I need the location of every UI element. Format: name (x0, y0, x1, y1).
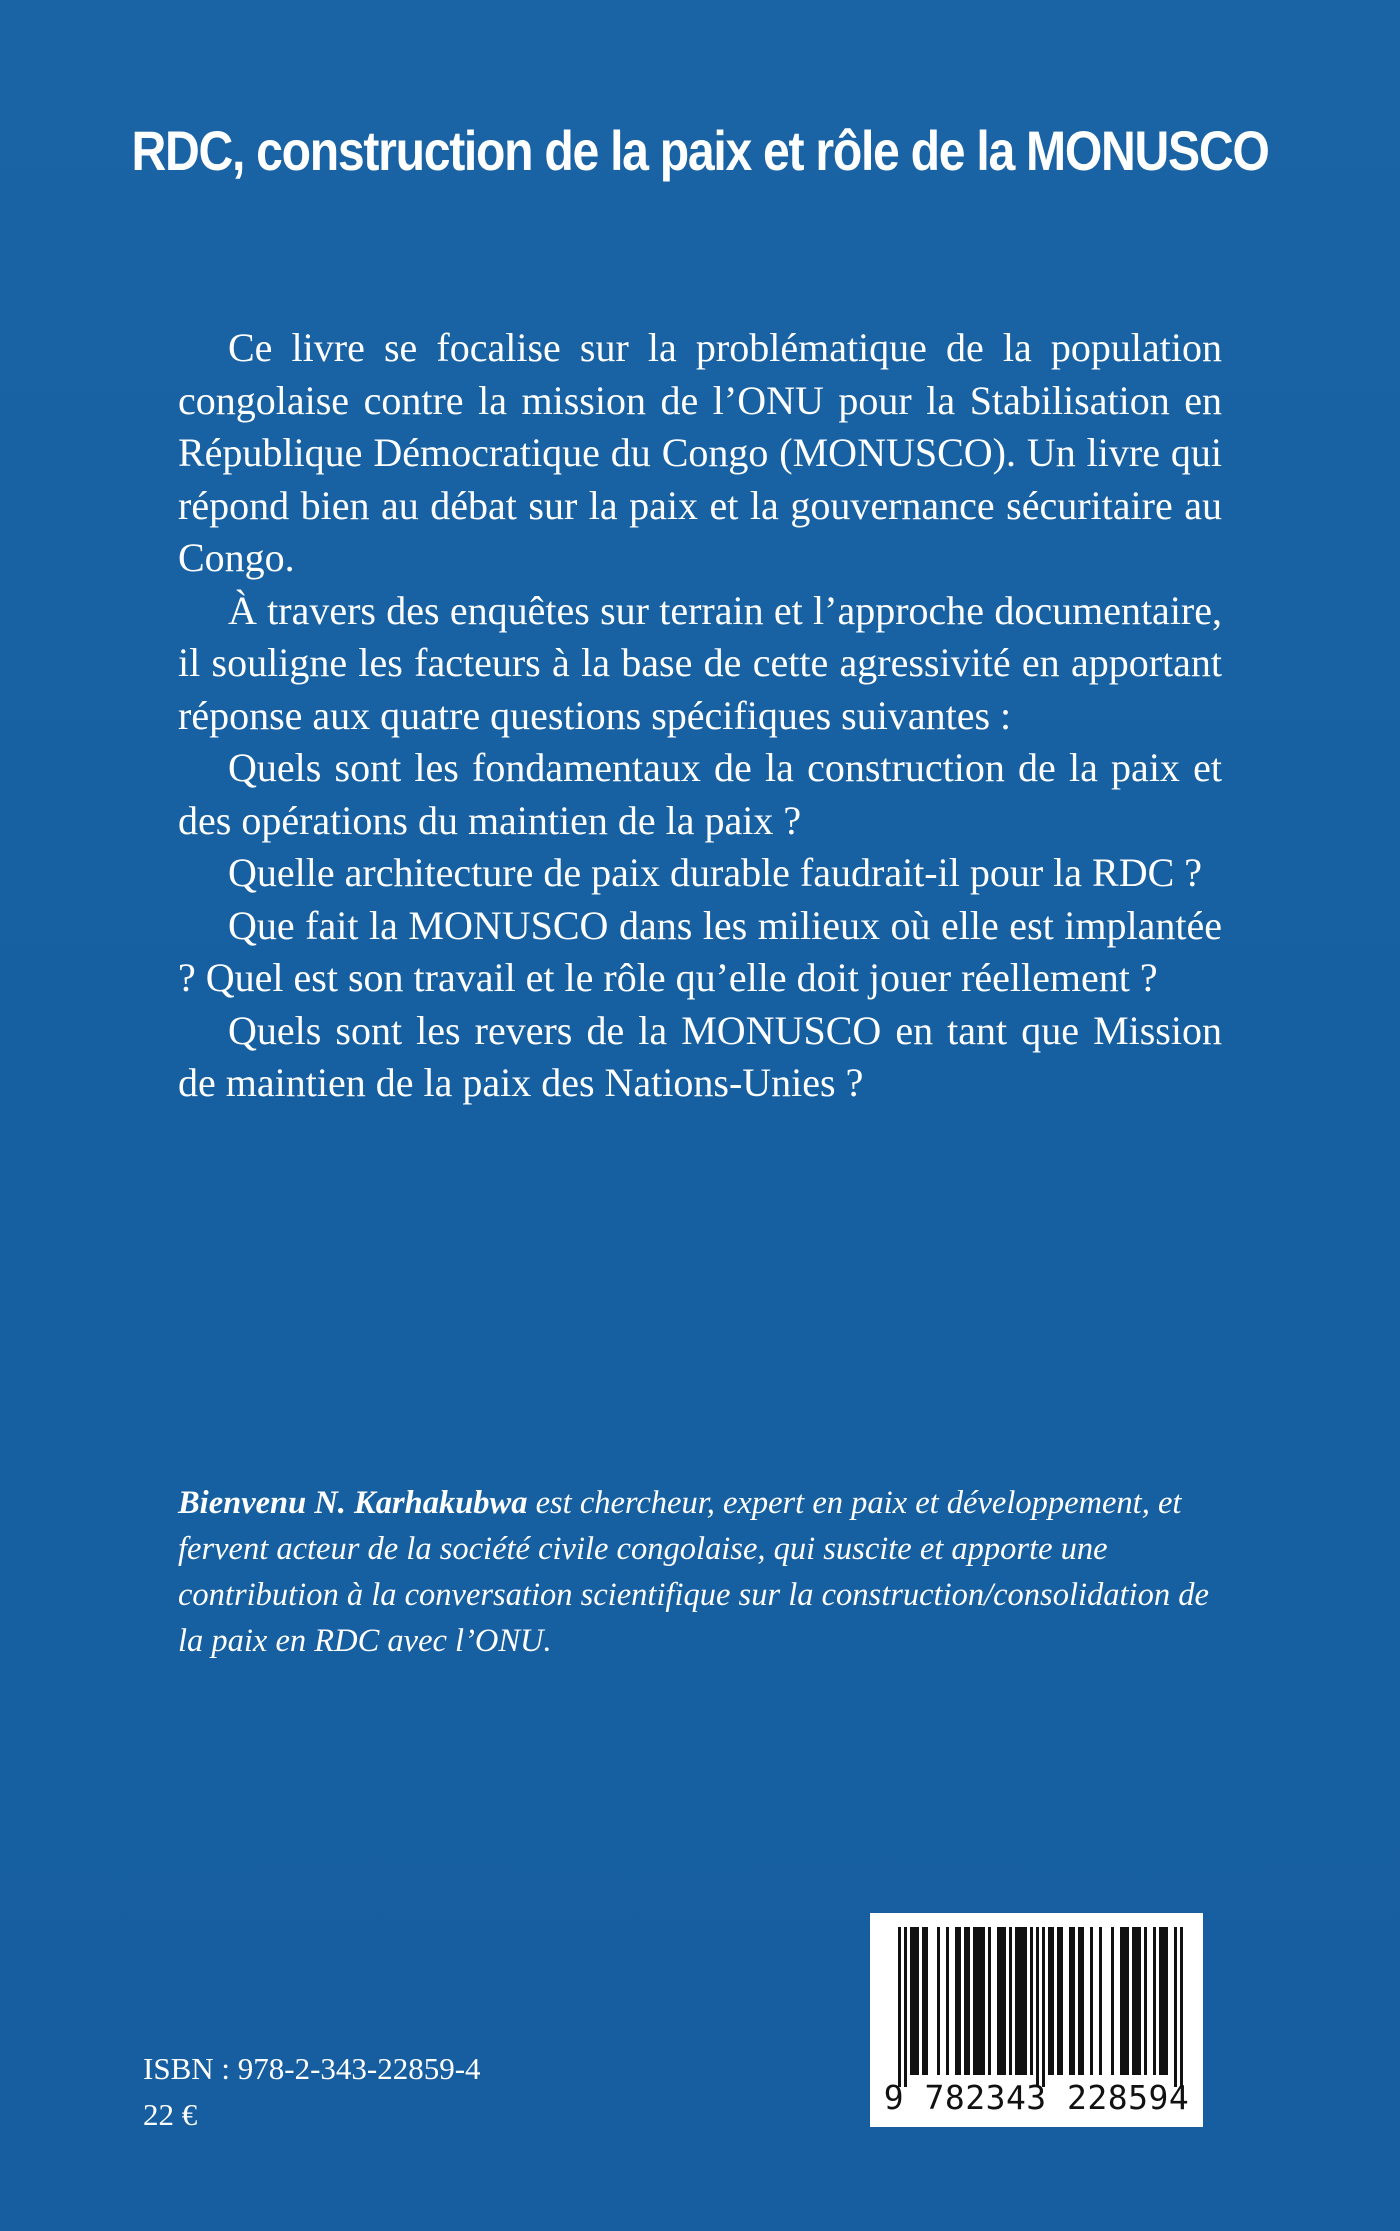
summary-text (178, 322, 1222, 1110)
barcode (870, 1913, 1203, 2127)
barcode-bar (1024, 1927, 1027, 2075)
barcode-bar (1135, 1927, 1138, 2075)
barcode-bar (1165, 1927, 1168, 2075)
barcode-bar (1132, 1927, 1135, 2075)
barcode-bar (979, 1927, 982, 2075)
barcode-bar (916, 1927, 919, 2075)
summary-paragraph: Ce livre se focalise sur la problématique de la population congolaise contre la mission de l’ONU pour la Stabilisation en République Démocratique du Congo (MONUSCO). Un livre qui répond bien au débat sur la paix et la gouvernance sécuritaire au Congo. (178, 325, 1222, 580)
barcode-bar (955, 1927, 958, 2075)
author-name: Bienvenu N. Karhakubwa (178, 1485, 528, 1521)
barcode-bar (1126, 1927, 1129, 2075)
barcode-digits: 9 782343 228594 (883, 2078, 1190, 2117)
barcode-bar (1009, 1927, 1012, 2075)
barcode-bar (922, 1927, 925, 2075)
price: 22 € (143, 2097, 198, 2132)
barcode-bar (1048, 1927, 1051, 2075)
barcode-guard-bar (1174, 1927, 1177, 2087)
barcode-bar (1051, 1927, 1054, 2075)
barcode-bar (1018, 1927, 1021, 2075)
barcode-bar (925, 1927, 928, 2075)
barcode-bar (1144, 1927, 1147, 2075)
summary-paragraph: Quels sont les fondamentaux de la construction de la paix et des opérations du maintien de la paix ? (178, 745, 1222, 843)
barcode-bar (937, 1927, 940, 2075)
summary-paragraph: Quels sont les revers de la MONUSCO en tant que Mission de maintien de la paix des Nations-Unies ? (178, 1007, 1222, 1105)
barcode-bar (913, 1927, 916, 2075)
summary-paragraph: À travers des enquêtes sur terrain et l’approche documentaire, il souligne les facteurs à la base de cette agressivité en apportant réponse aux quatre questions spécifiques suivantes : (178, 587, 1222, 738)
barcode-bar (1162, 1927, 1165, 2075)
barcode-guard-bar (904, 1927, 907, 2087)
barcode-guard-bar (898, 1927, 901, 2087)
barcode-bar (1060, 1927, 1063, 2075)
barcode-bar (1069, 1927, 1072, 2075)
barcode-bar (973, 1927, 976, 2075)
barcode-bar (964, 1927, 967, 2075)
barcode-bar (1078, 1927, 1081, 2075)
barcode-guard-bar (1042, 1927, 1045, 2087)
barcode-bar (1153, 1927, 1156, 2075)
isbn: ISBN : 978-2-343-22859-4 (143, 2051, 481, 2086)
barcode-bar (1138, 1927, 1141, 2075)
barcode-bar (1072, 1927, 1075, 2075)
barcode-guard-bar (1180, 1927, 1183, 2087)
barcode-bar (1120, 1927, 1123, 2075)
barcode-bar (1159, 1927, 1162, 2075)
barcode-bar (1099, 1927, 1102, 2075)
barcode-bar (1090, 1927, 1093, 2075)
barcode-bar (1081, 1927, 1084, 2075)
barcode-bar (1123, 1927, 1126, 2075)
barcode-bar (1015, 1927, 1018, 2075)
barcode-bar (988, 1927, 991, 2075)
barcode-bar (976, 1927, 979, 2075)
barcode-bar (946, 1927, 949, 2075)
book-title: RDC, construction de la paix et rôle de la MONUSCO (131, 119, 1269, 182)
barcode-bar (910, 1927, 913, 2075)
summary-paragraph: Que fait la MONUSCO dans les milieux où elle est implantée ? Quel est son travail et le rôle qu’elle doit jouer réellement ? (178, 902, 1222, 1000)
barcode-guard-bar (1036, 1927, 1039, 2087)
barcode-bar (1000, 1927, 1003, 2075)
barcode-bar (997, 1927, 1000, 2075)
barcode-bar (1021, 1927, 1024, 2075)
author-bio-text: est chercheur, expert en paix et développement, et fervent acteur de la société civile congolaise, qui suscite et apporte une contribution à la conversation scientifique sur la construction/consolidation de la paix en RDC avec l’ONU. (178, 1485, 1209, 1659)
author-bio (178, 1480, 1222, 1664)
barcode-bar (1111, 1927, 1114, 2075)
barcode-bar (1057, 1927, 1060, 2075)
barcode-bar (1003, 1927, 1006, 2075)
barcode-bar (982, 1927, 985, 2075)
barcode-bar (1030, 1927, 1033, 2075)
summary-paragraph: Quelle architecture de paix durable faudrait-il pour la RDC ? (228, 850, 1203, 895)
barcode-bar (958, 1927, 961, 2075)
barcode-bar (967, 1927, 970, 2075)
